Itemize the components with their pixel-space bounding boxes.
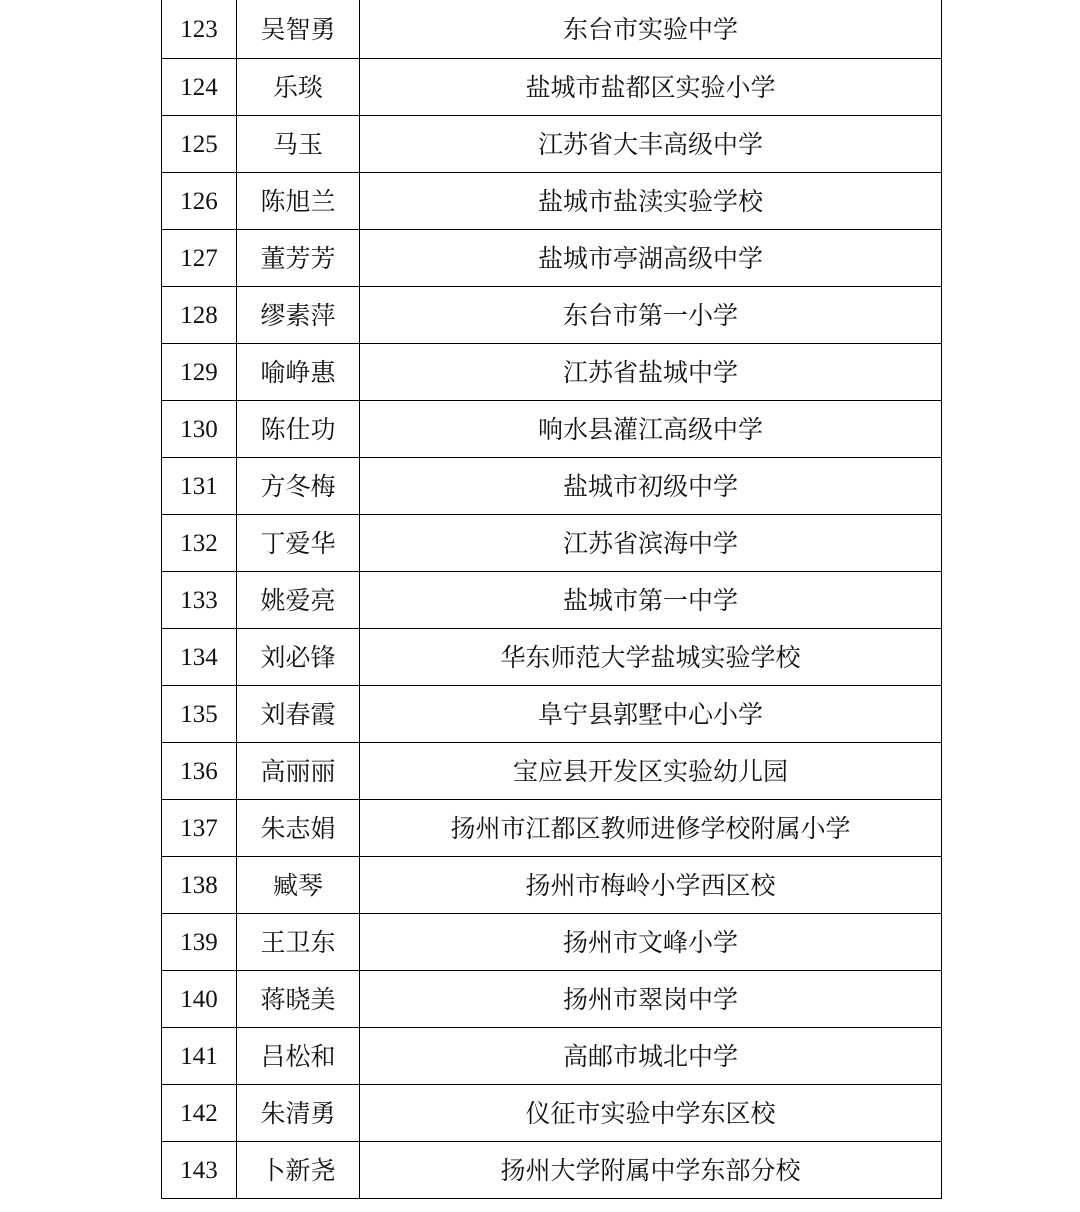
row-number: 143	[162, 1142, 237, 1199]
table-row	[162, 1085, 942, 1142]
row-number: 123	[162, 0, 237, 59]
row-number: 131	[162, 458, 237, 515]
row-number: 136	[162, 743, 237, 800]
table-row	[162, 515, 942, 572]
school-name: 江苏省滨海中学	[360, 515, 942, 572]
school-name: 阜宁县郭墅中心小学	[360, 686, 942, 743]
person-name: 朱清勇	[237, 1085, 360, 1142]
row-number: 142	[162, 1085, 237, 1142]
person-name: 方冬梅	[237, 458, 360, 515]
school-name: 扬州市梅岭小学西区校	[360, 857, 942, 914]
table-row	[162, 800, 942, 857]
person-name: 陈旭兰	[237, 173, 360, 230]
row-number: 133	[162, 572, 237, 629]
row-number: 135	[162, 686, 237, 743]
table-row	[162, 344, 942, 401]
table-row	[162, 629, 942, 686]
person-name: 马玉	[237, 116, 360, 173]
row-number: 137	[162, 800, 237, 857]
person-name: 王卫东	[237, 914, 360, 971]
school-name: 盐城市第一中学	[360, 572, 942, 629]
school-name: 扬州市江都区教师进修学校附属小学	[360, 800, 942, 857]
person-name: 陈仕功	[237, 401, 360, 458]
table-row	[162, 743, 942, 800]
row-number: 129	[162, 344, 237, 401]
school-name: 东台市实验中学	[360, 0, 942, 59]
row-number: 127	[162, 230, 237, 287]
table-row	[162, 914, 942, 971]
person-name: 乐琰	[237, 59, 360, 116]
person-name: 董芳芳	[237, 230, 360, 287]
row-number: 138	[162, 857, 237, 914]
table-row	[162, 287, 942, 344]
row-number: 126	[162, 173, 237, 230]
school-name: 盐城市盐渎实验学校	[360, 173, 942, 230]
person-name: 蒋晓美	[237, 971, 360, 1028]
table-row	[162, 1142, 942, 1199]
person-name: 臧琴	[237, 857, 360, 914]
row-number: 140	[162, 971, 237, 1028]
table-row	[162, 686, 942, 743]
table-row	[162, 230, 942, 287]
table-row	[162, 59, 942, 116]
person-name: 卜新尧	[237, 1142, 360, 1199]
row-number: 134	[162, 629, 237, 686]
person-name: 喻峥惠	[237, 344, 360, 401]
row-number: 132	[162, 515, 237, 572]
table-row	[162, 971, 942, 1028]
person-name: 朱志娟	[237, 800, 360, 857]
person-name: 丁爱华	[237, 515, 360, 572]
table-row	[162, 1028, 942, 1085]
table-row	[162, 0, 942, 59]
person-name: 缪素萍	[237, 287, 360, 344]
school-name: 华东师范大学盐城实验学校	[360, 629, 942, 686]
row-number: 139	[162, 914, 237, 971]
table-row	[162, 572, 942, 629]
school-name: 江苏省盐城中学	[360, 344, 942, 401]
school-name: 江苏省大丰高级中学	[360, 116, 942, 173]
school-name: 盐城市盐都区实验小学	[360, 59, 942, 116]
table-row	[162, 401, 942, 458]
table-row	[162, 458, 942, 515]
person-name: 刘必锋	[237, 629, 360, 686]
school-name: 仪征市实验中学东区校	[360, 1085, 942, 1142]
row-number: 141	[162, 1028, 237, 1085]
person-name: 刘春霞	[237, 686, 360, 743]
row-number: 125	[162, 116, 237, 173]
person-name: 高丽丽	[237, 743, 360, 800]
roster-sheet	[161, 0, 942, 1199]
school-name: 高邮市城北中学	[360, 1028, 942, 1085]
table-row	[162, 857, 942, 914]
school-name: 宝应县开发区实验幼儿园	[360, 743, 942, 800]
school-name: 盐城市亭湖高级中学	[360, 230, 942, 287]
row-number: 130	[162, 401, 237, 458]
school-name: 扬州市文峰小学	[360, 914, 942, 971]
table-row	[162, 116, 942, 173]
roster-table	[161, 0, 942, 1199]
school-name: 响水县灌江高级中学	[360, 401, 942, 458]
person-name: 姚爱亮	[237, 572, 360, 629]
row-number: 128	[162, 287, 237, 344]
row-number: 124	[162, 59, 237, 116]
person-name: 吕松和	[237, 1028, 360, 1085]
school-name: 扬州市翠岗中学	[360, 971, 942, 1028]
school-name: 扬州大学附属中学东部分校	[360, 1142, 942, 1199]
table-row	[162, 173, 942, 230]
school-name: 盐城市初级中学	[360, 458, 942, 515]
school-name: 东台市第一小学	[360, 287, 942, 344]
roster-table-body	[162, 0, 942, 1199]
person-name: 吴智勇	[237, 0, 360, 59]
